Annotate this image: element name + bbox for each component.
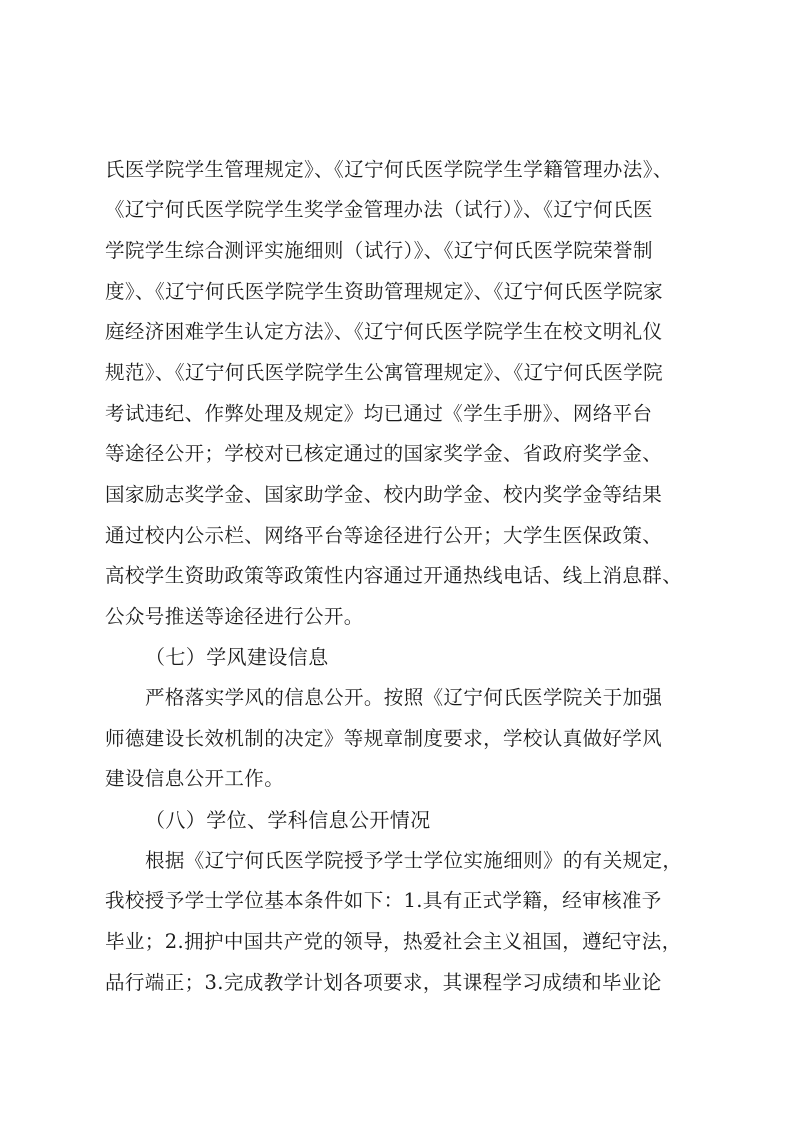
section-heading-7: （七）学风建设信息: [145, 645, 329, 669]
paragraph-line: 高校学生资助政策等政策性内容通过开通热线电话、线上消息群、: [105, 564, 683, 587]
section-heading-8: （八）学位、学科信息公开情况: [145, 808, 431, 832]
paragraph-line: 根据《辽宁何氏医学院授予学士学位实施细则》的有关规定，: [145, 849, 683, 872]
paragraph-line: 学院学生综合测评实施细则（试行）》、《辽宁何氏医学院荣誉制: [105, 239, 653, 262]
paragraph-line: 通过校内公示栏、网络平台等途径进行公开；大学生医保政策、: [105, 524, 663, 547]
paragraph-line: 《辽宁何氏医学院学生奖学金管理办法（试行）》、《辽宁何氏医: [105, 198, 653, 221]
paragraph-line: 品行端正；3.完成教学计划各项要求，其课程学习成绩和毕业论: [105, 971, 662, 994]
paragraph-line: 严格落实学风的信息公开。按照《辽宁何氏医学院关于加强: [145, 686, 663, 709]
paragraph-line: 公众号推送等途径进行公开。: [105, 605, 364, 628]
paragraph-line: 我校授予学士学位基本条件如下：1.具有正式学籍，经审核准予: [105, 889, 662, 912]
paragraph-line: 考试违纪、作弊处理及规定》均已通过《学生手册》、网络平台: [105, 402, 653, 425]
paragraph-line: 师德建设长效机制的决定》等规章制度要求，学校认真做好学风: [105, 727, 663, 750]
paragraph-line: 规范》、《辽宁何氏医学院学生公寓管理规定》、《辽宁何氏医学院: [105, 361, 664, 384]
paragraph-line: 度》、《辽宁何氏医学院学生资助管理规定》、《辽宁何氏医学院家: [105, 280, 664, 303]
paragraph-line: 建设信息公开工作。: [105, 767, 285, 790]
paragraph-line: 氏医学院学生管理规定》、《辽宁何氏医学院学生学籍管理办法》、: [105, 158, 673, 181]
paragraph-line: 等途径公开；学校对已核定通过的国家奖学金、省政府奖学金、: [105, 442, 663, 465]
paragraph-line: 国家励志奖学金、国家助学金、校内助学金、校内奖学金等结果: [105, 483, 663, 506]
paragraph-line: 庭经济困难学生认定方法》、《辽宁何氏医学院学生在校文明礼仪: [105, 320, 663, 343]
paragraph-line: 毕业；2.拥护中国共产党的领导，热爱社会主义祖国，遵纪守法，: [105, 930, 682, 953]
